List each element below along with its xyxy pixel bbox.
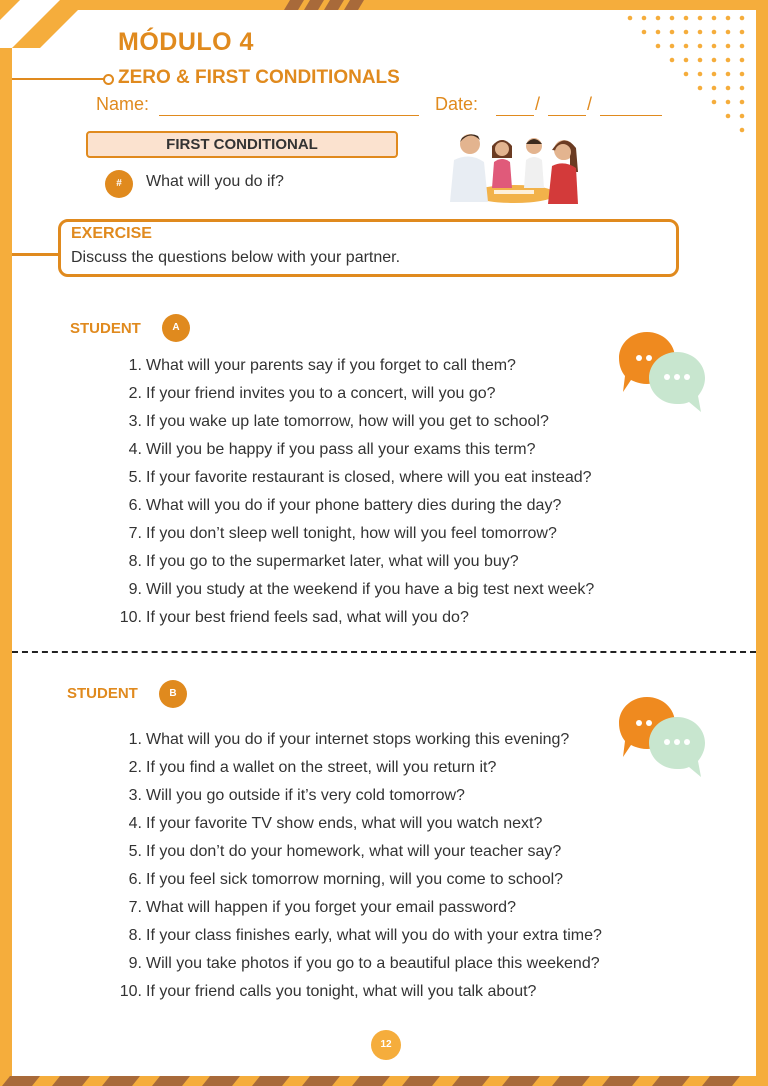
- question-number: 3.: [128, 787, 142, 804]
- name-field[interactable]: [159, 115, 419, 116]
- date-separator: /: [535, 94, 541, 114]
- section-label: FIRST CONDITIONAL: [86, 131, 398, 158]
- question-text: Will you go outside if it’s very cold tomorrow?: [146, 787, 465, 804]
- question-text: If you feel sick tomorrow morning, will you come to school?: [146, 871, 564, 888]
- question-item: [119, 604, 594, 632]
- question-item: [128, 520, 594, 548]
- student-b-badge: B: [159, 680, 187, 708]
- question-item: [119, 978, 602, 1006]
- date-separator: /: [587, 94, 593, 114]
- students-table-illustration: [444, 132, 584, 208]
- question-text: What will you do if your internet stops working this evening?: [146, 731, 570, 748]
- question-number: 5.: [128, 843, 142, 860]
- question-text: If your class finishes early, what will you do with your extra time?: [146, 927, 602, 944]
- question-number: 5.: [128, 469, 142, 486]
- question-item: [128, 894, 602, 922]
- question-text: If you wake up late tomorrow, how will you get to school?: [146, 413, 549, 430]
- question-text: If your favorite TV show ends, what will you watch next?: [146, 815, 543, 832]
- question-item: [128, 548, 594, 576]
- question-number: 2.: [128, 759, 142, 776]
- question-number: 1.: [128, 731, 142, 748]
- question-item: [128, 464, 594, 492]
- corner-stripe-decoration: [0, 0, 110, 48]
- name-label: Name:: [96, 94, 150, 114]
- question-item: [128, 754, 602, 782]
- page-frame-left: [0, 0, 12, 1086]
- question-text: If your best friend feels sad, what will you do?: [146, 609, 469, 626]
- question-text: If you don’t sleep well tonight, how will you feel tomorrow?: [146, 525, 557, 542]
- question-item: [128, 838, 602, 866]
- question-item: [128, 576, 595, 604]
- question-item: [128, 726, 602, 754]
- question-text: If your friend calls you tonight, what will you talk about?: [146, 983, 537, 1000]
- question-number: 7.: [128, 899, 142, 916]
- student-a-badge: A: [162, 314, 190, 342]
- module-title: MÓDULO 4: [118, 28, 254, 56]
- question-number: 9.: [128, 955, 142, 972]
- dot-grid-decoration: [622, 12, 756, 136]
- question-item: [128, 380, 594, 408]
- question-number: 10.: [119, 983, 142, 1000]
- bottom-stripe-decoration: [0, 1076, 768, 1086]
- question-item: [128, 866, 602, 894]
- page-frame-right: [756, 0, 768, 1086]
- question-text: If you go to the supermarket later, what will you buy?: [146, 553, 519, 570]
- student-a-label: STUDENT: [70, 320, 141, 337]
- question-number: 8.: [128, 927, 142, 944]
- module-subtitle: ZERO & FIRST CONDITIONALS: [118, 67, 400, 88]
- question-number: 2.: [128, 385, 142, 402]
- question-number: 4.: [128, 815, 142, 832]
- question-number: 8.: [128, 553, 142, 570]
- student-b-question-list: [119, 726, 602, 1006]
- question-text: What will your parents say if you forget to call them?: [146, 357, 516, 374]
- exercise-connector-line: [12, 253, 60, 256]
- speech-bubbles-icon: [619, 330, 707, 414]
- question-text: Will you study at the weekend if you have a big test next week?: [146, 581, 595, 598]
- subtitle-connector-line: [12, 78, 107, 80]
- question-text: If your favorite restaurant is closed, where will you eat instead?: [146, 469, 592, 486]
- question-number: 7.: [128, 525, 142, 542]
- question-text: If you find a wallet on the street, will you return it?: [146, 759, 497, 776]
- exercise-instructions: Discuss the questions below with your partner.: [71, 249, 401, 266]
- question-item: [128, 492, 594, 520]
- exercise-title: EXERCISE: [71, 225, 152, 242]
- question-text: If you don’t do your homework, what will your teacher say?: [146, 843, 562, 860]
- question-number: 10.: [119, 609, 142, 626]
- speech-bubbles-icon: [619, 695, 707, 779]
- section-prompt: What will you do if?: [146, 173, 284, 190]
- question-text: What will happen if you forget your email password?: [146, 899, 516, 916]
- question-item: [128, 950, 602, 978]
- top-stripe-decoration: [270, 0, 390, 12]
- date-day-field[interactable]: [496, 115, 534, 116]
- date-year-field[interactable]: [600, 115, 662, 116]
- question-number: 6.: [128, 871, 142, 888]
- question-item: [128, 922, 602, 950]
- question-item: [128, 810, 602, 838]
- question-number: 3.: [128, 413, 142, 430]
- question-item: [128, 436, 594, 464]
- question-text: What will you do if your phone battery dies during the day?: [146, 497, 562, 514]
- subtitle-connector-dot: [103, 74, 114, 85]
- question-item: [128, 352, 594, 380]
- date-month-field[interactable]: [548, 115, 586, 116]
- question-text: If your friend invites you to a concert, will you go?: [146, 385, 496, 402]
- student-a-question-list: [119, 352, 595, 632]
- hash-badge: #: [105, 170, 133, 198]
- date-label: Date:: [435, 94, 479, 114]
- question-number: 6.: [128, 497, 142, 514]
- student-b-label: STUDENT: [67, 685, 138, 702]
- question-text: Will you be happy if you pass all your exams this term?: [146, 441, 536, 458]
- question-item: [128, 408, 594, 436]
- question-item: [128, 782, 602, 810]
- question-text: Will you take photos if you go to a beautiful place this weekend?: [146, 955, 600, 972]
- dashed-divider: [12, 651, 756, 653]
- question-number: 1.: [128, 357, 142, 374]
- page-number-badge: 12: [371, 1030, 401, 1060]
- question-number: 4.: [128, 441, 142, 458]
- question-number: 9.: [128, 581, 142, 598]
